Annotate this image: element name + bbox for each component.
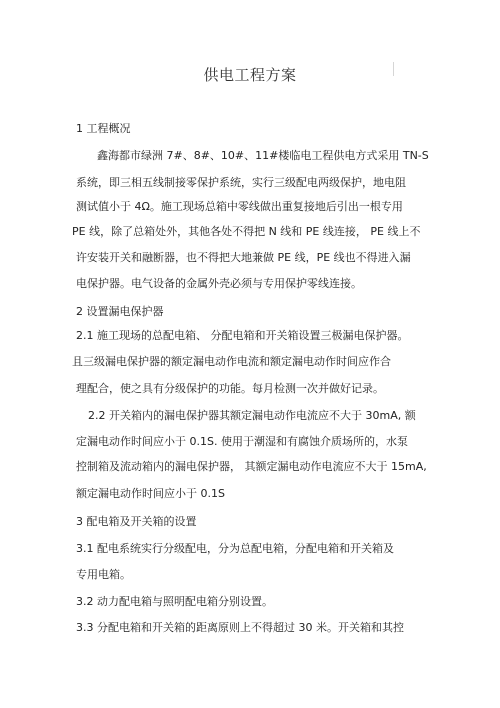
paragraph-line: PE 线，除了总箱处外，其他各处不得把 N 线和 PE 线连接， PE 线上不 xyxy=(72,225,421,238)
paragraph-line: 电保护器。电气设备的金属外壳必须与专用保护零线连接。 xyxy=(76,277,362,290)
document-title: 供电工程方案 xyxy=(203,66,297,84)
paragraph-line: 许安装开关和融断器，也不得把大地兼做 PE 线，PE 线也不得进入漏 xyxy=(76,251,411,264)
paragraph-line: 专用电箱。 xyxy=(76,568,131,581)
section-heading-2: 2 设置漏电保护器 xyxy=(76,305,164,318)
paragraph-line: 3.2 动力配电箱与照明配电箱分别设置。 xyxy=(76,595,273,608)
paragraph-line: 3.3 分配电箱和开关箱的距离原则上不得超过 30 米。开关箱和其控 xyxy=(76,621,404,634)
paragraph-line: 额定漏电动作时间应小于 0.1S xyxy=(76,487,225,500)
paragraph-line: 3.1 配电系统实行分级配电，分为总配电箱，分配电箱和开关箱及 xyxy=(76,542,394,555)
paragraph-line: 2.1 施工现场的总配电箱、 分配电箱和开关箱设置三极漏电保护器。 xyxy=(76,329,409,342)
page-mark xyxy=(393,62,394,76)
paragraph-line: 系统，即三相五线制接零保护系统，实行三级配电两级保护，地电阻 xyxy=(76,176,406,189)
section-heading-3: 3 配电箱及开关箱的设置 xyxy=(76,515,197,528)
paragraph-line: 定漏电动作时间应小于 0.1S. 使用于潮湿和有腐蚀介质场所的，水泵 xyxy=(76,435,408,448)
paragraph-line: 2.2 开关箱内的漏电保护器其额定漏电动作电流应不大于 30mA, 额 xyxy=(88,409,416,422)
paragraph-line: 测试值小于 4Ω。施工现场总箱中零线做出重复接地后引出一根专用 xyxy=(76,200,403,213)
paragraph-line: 理配合，使之具有分级保护的功能。每月检测一次并做好记录。 xyxy=(76,382,384,395)
paragraph-line: 鑫海都市绿洲 7#、8#、10#、11#楼临电工程供电方式采用 TN-S xyxy=(97,149,429,162)
paragraph-line: 控制箱及流动箱内的漏电保护器， 其额定漏电动作电流应不大于 15mA, xyxy=(76,460,427,473)
section-heading-1: 1 工程概况 xyxy=(76,122,131,135)
paragraph-line: 且三级漏电保护器的额定漏电动作电流和额定漏电动作时间应作合 xyxy=(72,355,391,368)
